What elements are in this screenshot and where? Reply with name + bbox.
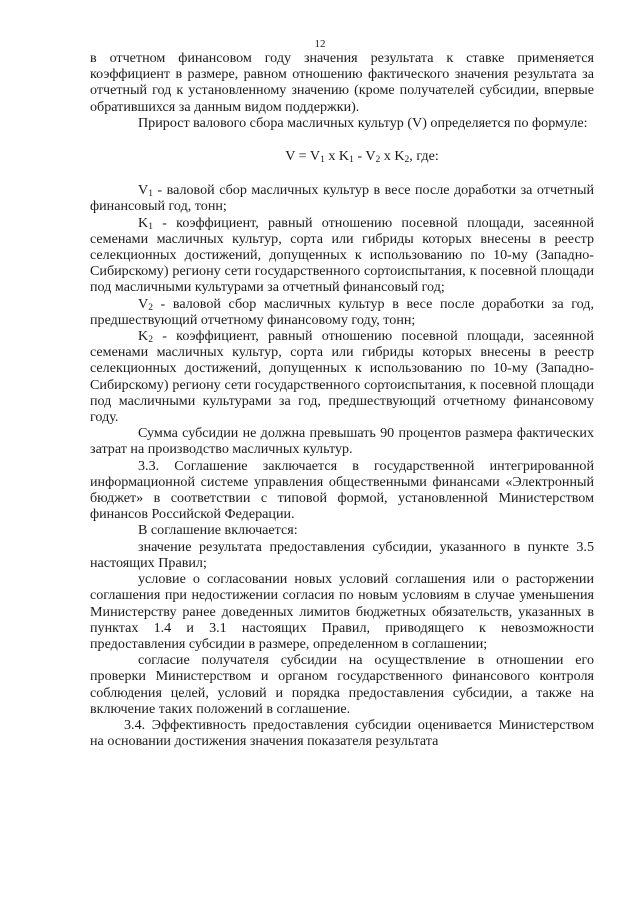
definition-k1: $K_1$ - коэффициент, равный отношению посевной площади, засеянной семенами масличных культур, сорта или гибриды которых внесены в реестр селекционных достижений, допущенных к использованию по 10-му (Западно-Сибирскому) региону сети государственного сортоиспытания, к посевной площади под масличными культурами за отчетный финансовый год;: [90, 214, 594, 296]
paragraph-clause-3-3: 3.3. Соглашение заключается в государственной интегрированной информационной системе управления общественными финансами «Электронный бюджет» в соответствии с типовой формой, установленной Министерством финансов Российской Федерации.: [90, 457, 594, 523]
page-number: 12: [314, 38, 326, 50]
list-item-agreement-terms: условие о согласовании новых условий соглашения или о расторжении соглашения при недостижении согласия по новым условиям в случае уменьшения Министерству ранее доведенных лимитов бюджетных обязательств, указанных в пунктах 1.4 и 3.1 настоящих Правил, приводящего к невозможности предоставления субсидии в размере, определенном в соглашении;: [90, 571, 594, 652]
definition-v1: $V_1$ - валовой сбор масличных культур в весе после доработки за отчетный финансовый год, тонн;: [90, 182, 594, 215]
list-item-consent: согласие получателя субсидии на осуществление в отношении его проверки Министерством и органом государственного финансового контроля соблюдения целей, условий и порядка предоставления субсидии, а также на включение таких положений в соглашение.: [90, 652, 594, 717]
definition-k2: $K_2$ - коэффициент, равный отношению посевной площади, засеянной семенами масличных культур, сорта или гибриды которых внесены в реестр селекционных достижений, допущенных к использованию по 10-му (Западно-Сибирскому) региону сети государственного сортоиспытания, к посевной площади под масличными культурами за год, предшествующий отчетному финансовому году.: [90, 328, 594, 426]
paragraph-includes-intro: В соглашение включается:: [138, 522, 298, 539]
definition-v2: $V_2$ - валовой сбор масличных культур в весе после доработки за год, предшествующий отчетному финансовому году, тонн;: [90, 295, 594, 328]
formula: $V = V_1$ x $K_1 - V_2$ x $K_2$, где:: [285, 148, 439, 166]
paragraph-subsidy-limit: Сумма субсидии не должна превышать 90 процентов размера фактических затрат на производство масличных культур.: [90, 425, 594, 458]
list-item-result-value: значение результата предоставления субсидии, указанного в пункте 3.5 настоящих Правил;: [90, 538, 594, 571]
paragraph-growth-intro: Прирост валового сбора масличных культур (V) определяется по формуле:: [138, 114, 588, 131]
document-body: [90, 50, 594, 749]
paragraph-clause-3-4: 3.4. Эффективность предоставления субсидии оценивается Министерством на основании достижения значения показателя результата: [90, 716, 594, 750]
paragraph-intro: в отчетном финансовом году значения результата к ставке применяется коэффициент в размере, равном отношению фактического значения результата за отчетный год к установленному значению (кроме получателей субсидии, впервые обратившихся за данным видом поддержки).: [90, 50, 594, 115]
